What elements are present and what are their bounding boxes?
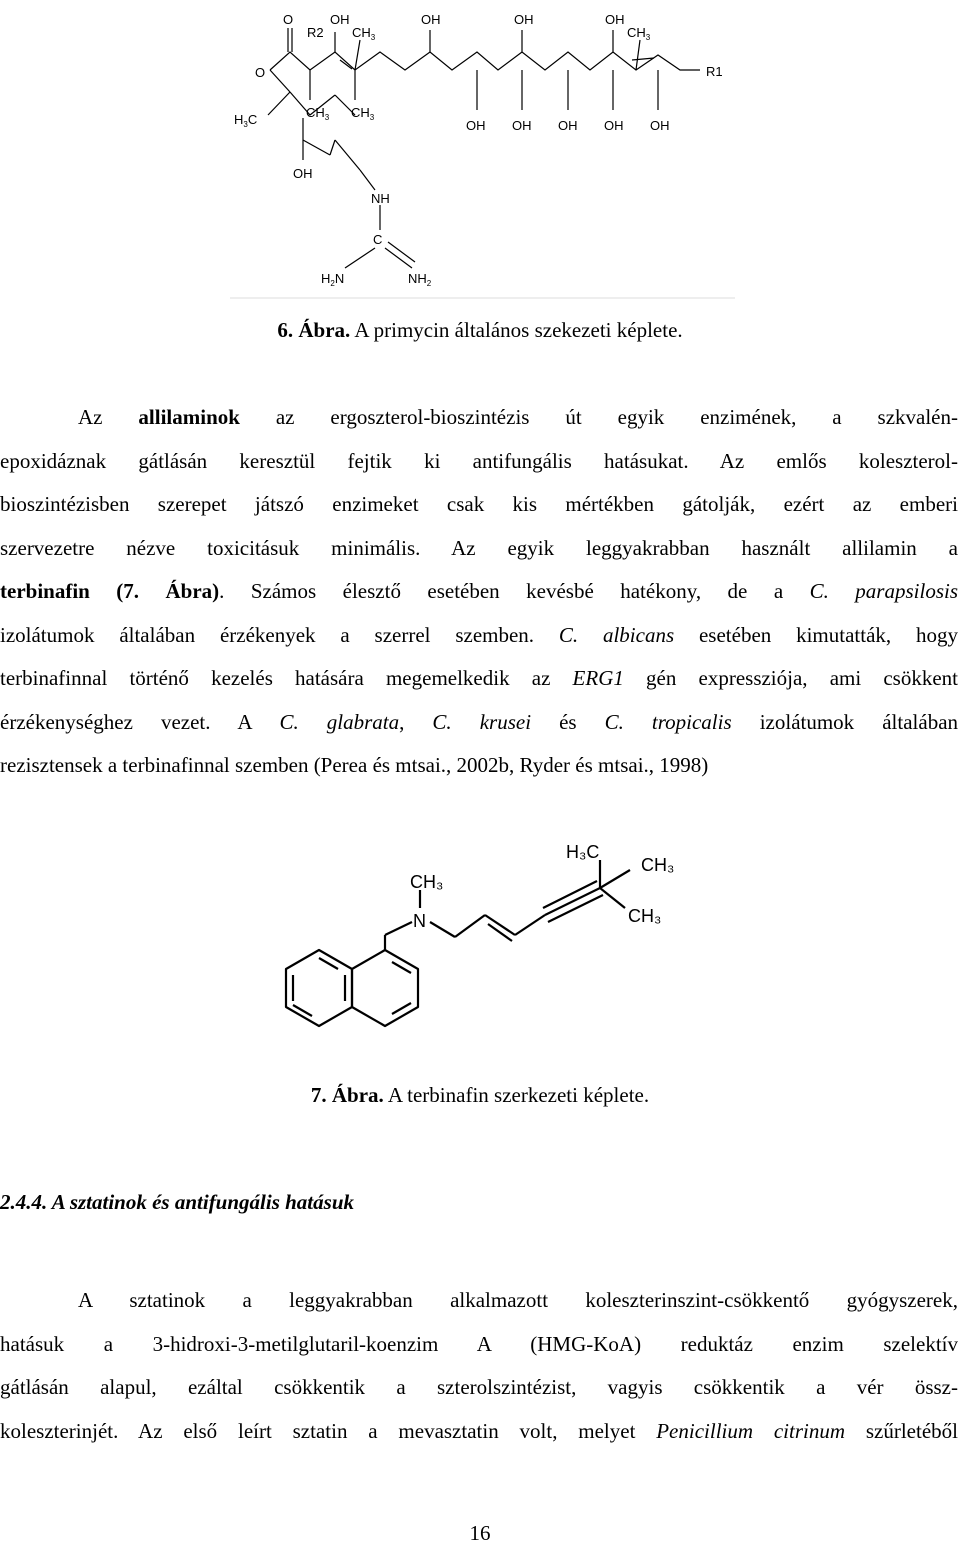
allylamine-paragraph bbox=[0, 396, 958, 788]
oh-label: OH bbox=[293, 166, 313, 181]
text-line: terbinafin (7. Ábra). Számos élesztő esetében kevésbé hatékony, de a C. parapsilosis bbox=[0, 579, 958, 603]
carbonyl-o-label: O bbox=[283, 12, 294, 27]
oh-label: OH bbox=[650, 118, 670, 133]
primycin-structure-diagram bbox=[220, 0, 740, 305]
ch3-label: $CH_3$ bbox=[627, 25, 651, 42]
figure6-caption-text: A primycin általános szekezeti képlete. bbox=[350, 318, 683, 342]
oh-label: OH bbox=[421, 12, 441, 27]
figure7-caption bbox=[0, 1081, 960, 1109]
n-methyl-label: CH₃ bbox=[410, 872, 444, 892]
ch3-label: CH₃ bbox=[628, 906, 662, 926]
text-line: hatásuk a 3-hidroxi-3-metilglutaril-koenzim A (HMG-KoA) reduktáz enzim szelektív bbox=[0, 1331, 958, 1356]
page-number: 16 bbox=[469, 1521, 491, 1545]
terbinafine-structure-diagram bbox=[270, 830, 690, 1070]
nh2-label: $NH_2$ bbox=[408, 271, 432, 288]
ch3-label: $CH_3$ bbox=[351, 105, 375, 122]
oh-label: OH bbox=[558, 118, 578, 133]
figure7-caption-text: A terbinafin szerkezeti képlete. bbox=[383, 1083, 650, 1107]
ch3-label: CH₃ bbox=[641, 855, 675, 875]
oh-label: OH bbox=[466, 118, 486, 133]
section-heading: 2.4.4. A sztatinok és antifungális hatásuk bbox=[0, 1190, 354, 1214]
figure6-caption-label: 6. Ábra. bbox=[277, 318, 351, 342]
h2n-label: $H_2N$ bbox=[321, 271, 345, 288]
text-line: bioszintézisben szerepet játszó enzimeket csak kis mértékben gátolják, ezért az emberi bbox=[0, 492, 958, 516]
text-line: epoxidáznak gátlásán keresztül fejtik ki antifungális hatásukat. Az emlős koleszterol- bbox=[0, 448, 958, 473]
ch3-label: $CH_3$ bbox=[306, 105, 330, 122]
oh-label: OH bbox=[512, 118, 532, 133]
text-line: rezisztensek a terbinafinnal szemben (Perea és mtsai., 2002b, Ryder és mtsai., 1998) bbox=[0, 753, 709, 777]
text-line: szervezetre nézve toxicitásuk minimális. Az egyik leggyakrabban használt allilamin a bbox=[0, 535, 958, 560]
guanidine-c-label: C bbox=[373, 232, 383, 247]
oh-label: OH bbox=[514, 12, 534, 27]
ring-o-label: O bbox=[255, 65, 266, 80]
r1-label: R1 bbox=[706, 64, 723, 79]
nitrogen-label: N bbox=[413, 911, 426, 931]
text-line: terbinafinnal történő kezelés hatására megemelkedik az ERG1 gén expressziója, ami csökkent bbox=[0, 666, 958, 690]
text-line: érzékenységhez vezet. A C. glabrata, C. krusei és C. tropicalis izolátumok általában bbox=[0, 709, 959, 734]
text-line: A sztatinok a leggyakrabban alkalmazott koleszterinszint-csökkentő gyógyszerek, bbox=[78, 1288, 958, 1312]
text-line: koleszterinjét. Az első leírt sztatin a mevasztatin volt, melyet Penicillium citrinum szűrletéből bbox=[0, 1418, 958, 1443]
statin-paragraph bbox=[0, 1279, 958, 1453]
r2-label: R2 bbox=[307, 25, 324, 40]
text-line: gátlásán alapul, ezáltal csökkentik a szterolszintézist, vagyis csökkentik a vér össz- bbox=[0, 1375, 958, 1399]
figure7-caption-label: 7. Ábra. bbox=[310, 1083, 384, 1107]
oh-label: OH bbox=[604, 118, 624, 133]
figure6-caption bbox=[0, 316, 960, 344]
text-line: Az allilaminok az ergoszterol-bioszintézis út egyik enzimének, a szkvalén- bbox=[78, 405, 958, 429]
h3c-label: $H_3C$ bbox=[234, 112, 258, 129]
text-line: izolátumok általában érzékenyek a szerrel szemben. C. albicans esetében kimutatták, hogy bbox=[0, 622, 959, 647]
ch3-label: $CH_3$ bbox=[352, 25, 376, 42]
oh-label: OH bbox=[330, 12, 350, 27]
oh-label: OH bbox=[605, 12, 625, 27]
h3c-label: H₃C bbox=[566, 842, 600, 862]
nh-label: NH bbox=[371, 191, 390, 206]
